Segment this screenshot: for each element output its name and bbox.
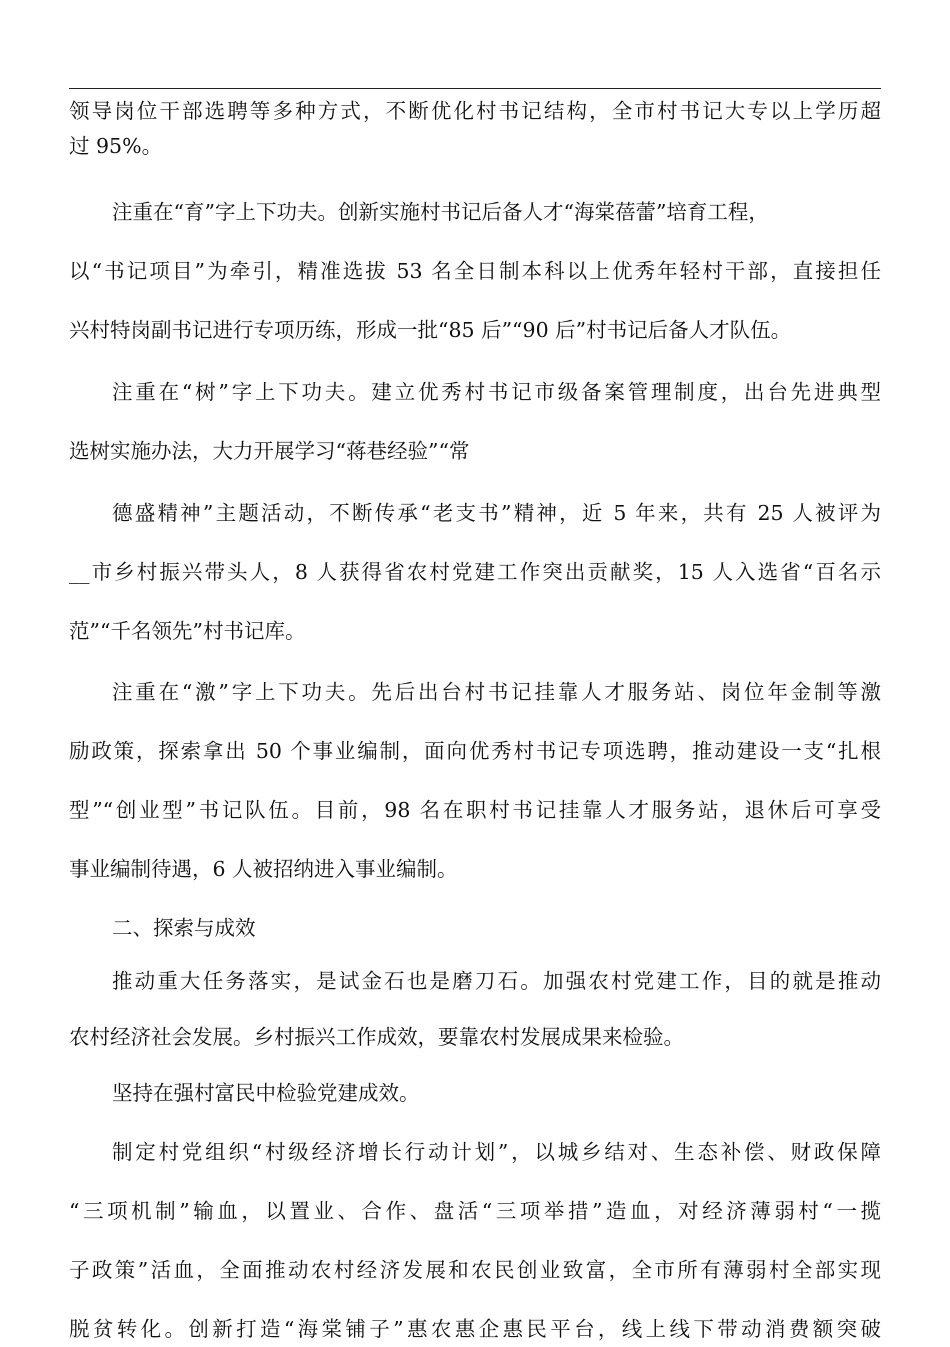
- text-line: 子政策”活血，全面推动农村经济发展和农民创业致富，全市所有薄弱村全部实现: [69, 1258, 881, 1282]
- document-body: [69, 94, 881, 1347]
- text-line: 领导岗位干部选聘等多种方式，不断优化村书记结构，全市村书记大专以上学历超: [69, 99, 881, 123]
- text-line: 注重在“育”字上下功夫。创新实施村书记后备人才“海棠蓓蕾”培育工程，: [112, 200, 769, 224]
- text-line: 兴村特岗副书记进行专项历练，形成一批“85 后”“90 后”村书记后备人才队伍。: [69, 318, 792, 342]
- text-line: 德盛精神”主题活动，不断传承“老支书”精神，近 5 年来，共有 25 人被评为: [112, 501, 881, 525]
- text-line: 型”“创业型”书记队伍。目前，98 名在职村书记挂靠人才服务站，退休后可享受: [69, 798, 881, 822]
- text-line: 励政策，探索拿出 50 个事业编制，面向优秀村书记专项选聘，推动建设一支“扎根: [69, 739, 881, 763]
- text-line: 事业编制待遇，6 人被招纳进入事业编制。: [69, 857, 458, 881]
- header-rule: [69, 88, 881, 89]
- text-line: 范”“千名领先”村书记库。: [69, 619, 306, 643]
- text-line: 以“书记项目”为牵引，精准选拔 53 名全日制本科以上优秀年轻村干部，直接担任: [69, 259, 881, 283]
- text-line: 坚持在强村富民中检验党建成效。: [112, 1081, 420, 1105]
- text-line: 注重在“激”字上下功夫。先后出台村书记挂靠人才服务站、岗位年金制等激: [112, 680, 881, 704]
- text-line: 注重在“树”字上下功夫。建立优秀村书记市级备案管理制度，出台先进典型: [112, 380, 881, 404]
- text-line: “三项机制”输血，以置业、合作、盘活“三项举措”造血，对经济薄弱村“一揽: [69, 1199, 881, 1223]
- text-line: 过 95%。: [69, 134, 163, 158]
- section-heading: 二、探索与成效: [112, 916, 256, 940]
- text-line: 制定村党组织“村级经济增长行动计划”，以城乡结对、生态补偿、财政保障: [112, 1140, 881, 1164]
- text-line: 农村经济社会发展。乡村振兴工作成效，要靠农村发展成果来检验。: [69, 1025, 684, 1049]
- text-line: __市乡村振兴带头人，8 人获得省农村党建工作突出贡献奖，15 人入选省“百名示: [69, 560, 881, 584]
- text-line: 推动重大任务落实，是试金石也是磨刀石。加强农村党建工作，目的就是推动: [112, 969, 881, 993]
- text-line: 选树实施办法，大力开展学习“蒋巷经验”“常: [69, 439, 470, 463]
- text-line: 脱贫转化。创新打造“海棠铺子”惠农惠企惠民平台，线上线下带动消费额突破: [69, 1317, 881, 1341]
